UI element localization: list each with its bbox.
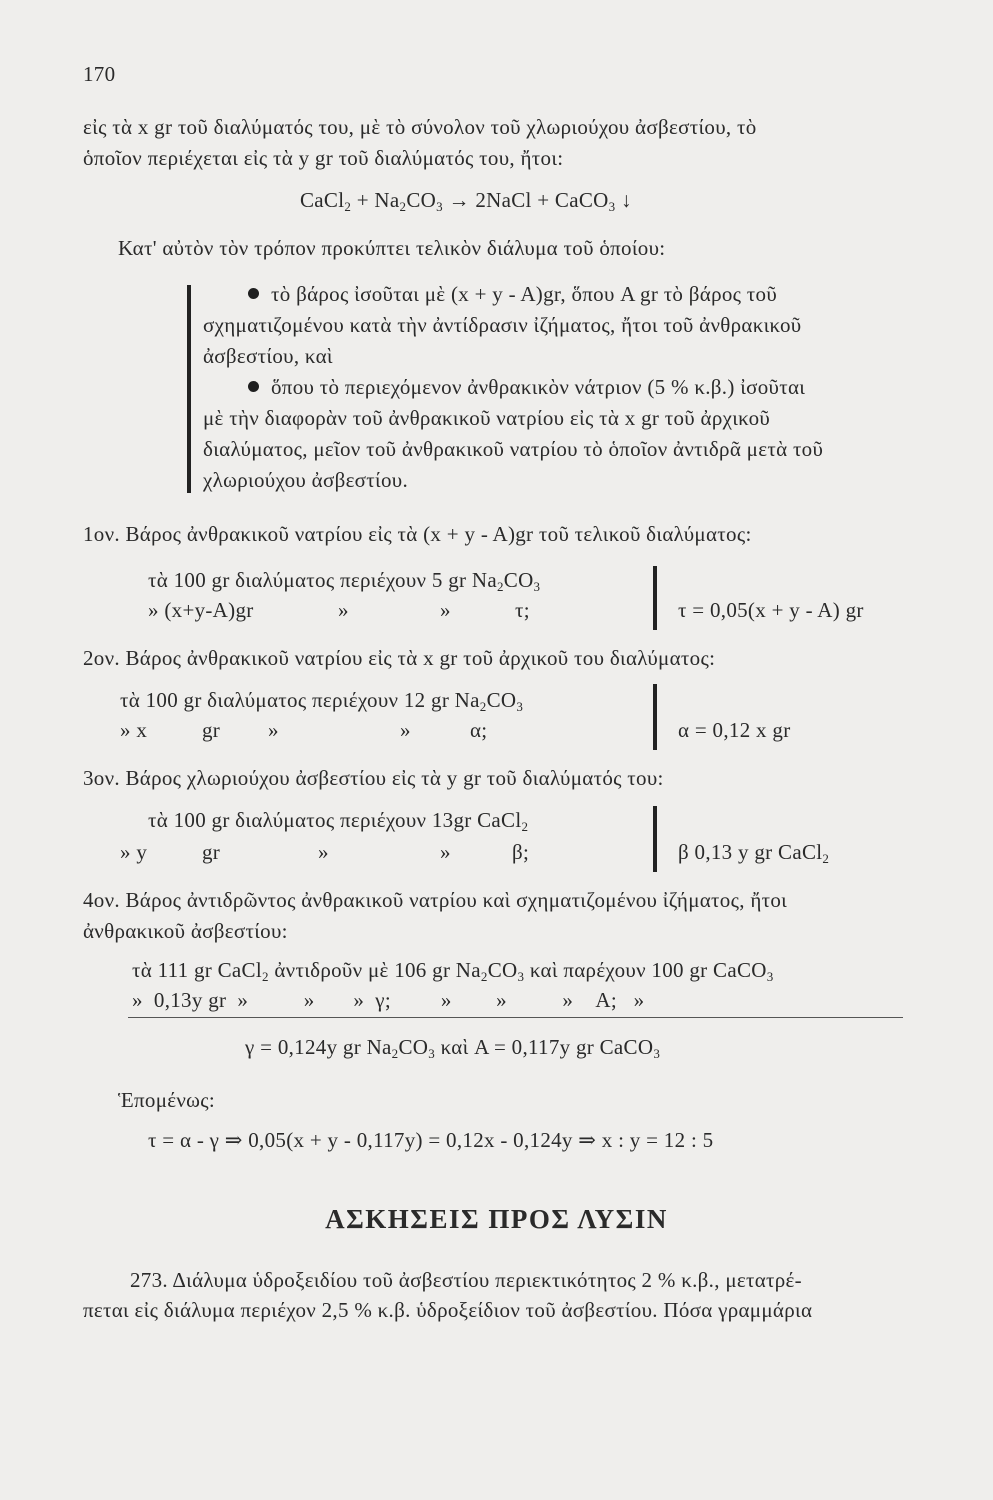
subscript: 2	[344, 199, 352, 214]
step-4-result	[245, 1035, 660, 1060]
row-text: CO	[503, 568, 534, 592]
bullet-2-line-2: μὲ τὴν διαφορὰν τοῦ ἀνθρακικοῦ νατρίου εἰς τὰ x gr τοῦ ἀρχικοῦ	[203, 406, 771, 430]
section-title: ΑΣΚΗΣΕΙΣ ΠΡΟΣ ΛΥΣΙΝ	[325, 1204, 668, 1234]
row-text: τὰ 100 gr διαλύματος περιέχουν 13gr CaCl	[148, 808, 522, 832]
row-text: τὰ 100 gr διαλύματος περιέχουν 12 gr Na	[120, 688, 480, 712]
reaction-equation	[300, 188, 632, 213]
step-1-row-2-a: » (x+y-A)gr	[148, 598, 254, 622]
reaction-part: → 2NaCl + CaCO	[442, 188, 609, 212]
row-text: ἀντιδροῦν μὲ 106 gr Na	[268, 958, 481, 982]
bullet-text: τὸ βάρος ἰσοῦται μὲ (x + y - A)gr, ὅπου A gr τὸ βάρος τοῦ	[271, 282, 778, 306]
exercise-line-1: 273. Διάλυμα ὑδροξειδίου τοῦ ἀσβεστίου περιεκτικότητος 2 % κ.β., μετατρέ-	[130, 1268, 802, 1292]
bullet-icon	[248, 381, 259, 392]
subscript: 3	[653, 1046, 661, 1061]
step-1-result: τ = 0,05(x + y - A) gr	[678, 598, 864, 622]
subscript: 2	[822, 851, 830, 866]
step-2-result: α = 0,12 x gr	[678, 718, 791, 742]
row-text: CO	[486, 688, 517, 712]
result-text: CO	[398, 1035, 429, 1059]
bullet-2-line-4: χλωριούχου ἀσβεστίου.	[203, 468, 409, 492]
margin-bar	[187, 285, 191, 388]
subscript: 3	[608, 199, 616, 214]
subscript: 3	[516, 699, 524, 714]
result-text: καὶ A = 0,117y gr CaCO	[435, 1035, 654, 1059]
bullet-2-line-1	[248, 375, 805, 400]
step-4-row-1	[132, 958, 774, 983]
step-4-heading-2: ἀνθρακικοῦ ἀσβεστίου:	[83, 919, 288, 943]
subscript: 3	[436, 199, 443, 214]
bullet-1-line-3: ἀσβεστίου, καὶ	[203, 344, 333, 368]
step-2-row-2-gr: gr	[202, 718, 221, 742]
step-3-row-2-gr: gr	[202, 840, 221, 864]
subscript: 2	[496, 579, 504, 594]
row-text: καὶ παρέχουν 100 gr CaCO	[524, 958, 767, 982]
final-equation: τ = α - γ ⇒ 0,05(x + y - 0,117y) = 0,12x - 0,124y ⇒ x : y = 12 : 5	[148, 1128, 714, 1152]
result-text: γ = 0,124y gr Na	[245, 1035, 392, 1059]
bullet-2-line-3: διαλύματος, μεῖον τοῦ ἀνθρακικοῦ νατρίου τὸ ὁποῖον ἀντιδρᾶ μετὰ τοῦ	[203, 437, 824, 461]
step-1-row-2-d: τ;	[515, 598, 530, 622]
result-text: β 0,13 y gr CaCl	[678, 840, 823, 864]
step-3-row-2-a: » y	[120, 840, 148, 864]
reaction-part: CO	[406, 188, 437, 212]
exercise-line-2: πεται εἰς διάλυμα περιέχον 2,5 % κ.β. ὑδροξείδιον τοῦ ἀσβεστίου. Πόσα γραμμάρια	[83, 1298, 813, 1322]
subscript: 2	[479, 699, 487, 714]
intro-line-1: εἰς τὰ x gr τοῦ διαλύματός του, μὲ τὸ σύνολον τοῦ χλωριούχου ἀσβεστίου, τὸ	[83, 115, 757, 139]
step-3-row-2-b: »	[318, 840, 329, 864]
step-1-row-2-c: »	[440, 598, 451, 622]
step-3-result	[678, 840, 829, 865]
row-text: τὰ 111 gr CaCl	[132, 958, 262, 982]
result-bar	[653, 684, 657, 750]
bullet-1-line-2: σχηματιζομένου κατὰ τὴν ἀντίδρασιν ἰζήματος, ἤτοι τοῦ ἀνθρακικοῦ	[203, 313, 802, 337]
step-2-row-2-a: » x	[120, 718, 148, 742]
row-text: CO	[487, 958, 518, 982]
bullet-text: ὅπου τὸ περιεχόμενον ἀνθρακικὸν νάτριον (5 % κ.β.) ἰσοῦται	[271, 375, 806, 399]
page-number: 170	[83, 62, 116, 86]
step-2-row-2-c: »	[400, 718, 411, 742]
step-4-heading-1: 4ον. Βάρος ἀντιδρῶντος ἀνθρακικοῦ νατρίου καὶ σχηματιζομένου ἰζήματος, ἤτοι	[83, 888, 788, 912]
reaction-part: + Na	[351, 188, 400, 212]
divider-rule	[128, 1017, 903, 1018]
step-1-row-2-b: »	[338, 598, 349, 622]
result-bar	[653, 566, 657, 630]
subscript: 2	[399, 199, 407, 214]
subscript: 2	[262, 969, 269, 984]
subscript: 2	[391, 1046, 399, 1061]
subscript: 3	[428, 1046, 436, 1061]
result-bar	[653, 806, 657, 872]
reaction-part: CaCl	[300, 188, 345, 212]
subscript: 3	[517, 969, 525, 984]
subscript: 3	[766, 969, 774, 984]
intro-line-2: ὁποῖον περιέχεται εἰς τὰ y gr τοῦ διαλύματός του, ἤτοι:	[83, 146, 564, 170]
step-1-heading: 1ον. Βάρος ἀνθρακικοῦ νατρίου εἰς τὰ (x + y - A)gr τοῦ τελικοῦ διαλύματος:	[83, 522, 752, 546]
margin-bar	[187, 378, 191, 493]
result-intro: Κατ' αὐτὸν τὸν τρόπον προκύπτει τελικὸν διάλυμα τοῦ ὁποίου:	[118, 236, 666, 260]
bullet-1-line-1	[248, 282, 777, 307]
step-1-row-1	[148, 568, 540, 593]
step-2-row-2-b: »	[268, 718, 279, 742]
subscript: 3	[533, 579, 541, 594]
subscript: 2	[480, 969, 488, 984]
step-2-row-1	[120, 688, 523, 713]
step-3-heading: 3ον. Βάρος χλωριούχου ἀσβεστίου εἰς τὰ y gr τοῦ διαλύματός του:	[83, 766, 664, 790]
step-3-row-1	[148, 808, 528, 833]
step-3-row-2-d: β;	[512, 840, 530, 864]
step-2-heading: 2ον. Βάρος ἀνθρακικοῦ νατρίου εἰς τὰ x gr τοῦ ἀρχικοῦ του διαλύματος:	[83, 646, 716, 670]
step-2-row-2-d: α;	[470, 718, 488, 742]
step-4-row-2: » 0,13y gr » » » γ; » » » A; »	[132, 988, 645, 1012]
bullet-icon	[248, 288, 259, 299]
row-text: τὰ 100 gr διαλύματος περιέχουν 5 gr Na	[148, 568, 497, 592]
subscript: 2	[521, 819, 529, 834]
consequently-label: Ἑπομένως:	[118, 1088, 216, 1112]
precipitate-arrow-icon: ↓	[615, 188, 632, 212]
step-3-row-2-c: »	[440, 840, 451, 864]
